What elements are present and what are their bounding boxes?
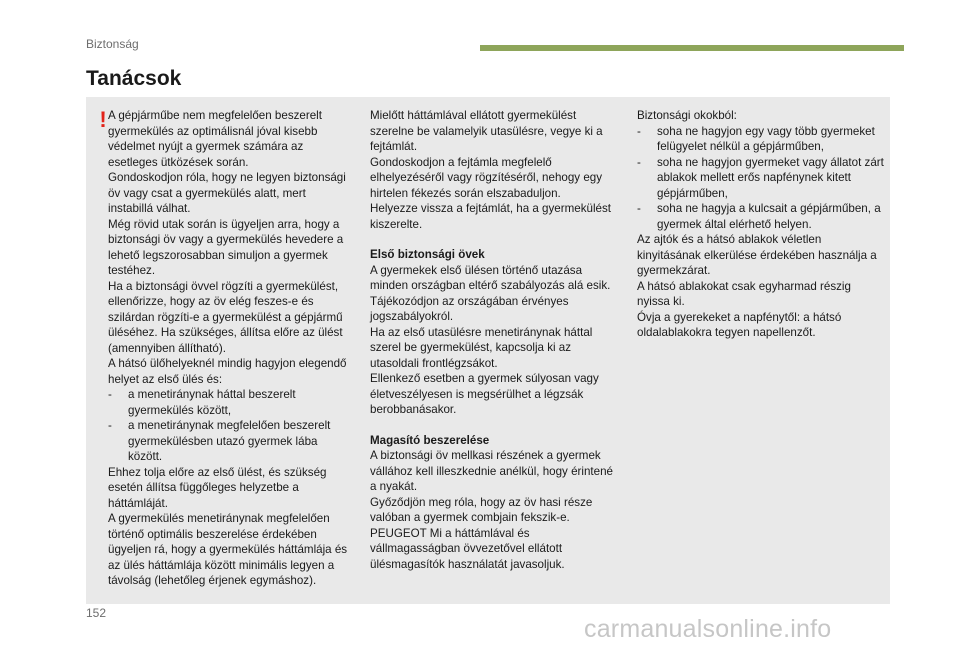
paragraph: Ellenkező esetben a gyermek súlyosan vagy életveszélyesen is megsérülhet a légzsák berobbanásakor. — [370, 372, 599, 416]
column-3 — [637, 108, 887, 341]
list-item — [637, 124, 887, 155]
page-number: 152 — [86, 606, 107, 620]
paragraph: PEUGEOT Mi a háttámlával és vállmagasságban övvezetővel ellátott ülésmagasítók használatát javasoljuk. — [370, 526, 565, 571]
list-item — [108, 418, 348, 465]
subheading-front-belts: Első biztonsági övek — [370, 248, 485, 261]
subheading-booster: Magasító beszerelése — [370, 433, 490, 447]
list-item — [637, 201, 887, 232]
paragraph: Győződjön meg róla, hogy az öv hasi része valóban a gyermek combjain fekszik-e. — [370, 495, 593, 524]
list-marker: - — [108, 388, 112, 401]
list-item-text: soha ne hagyjon gyermeket vagy állatot zárt ablakok mellett erős napfénynek kitett gépjárműben, — [657, 155, 884, 200]
paragraph: Az ajtók és a hátsó ablakok véletlen kinyitásának elkerülése érdekében használja a gyermekzárat. — [637, 233, 877, 277]
column-1 — [108, 108, 348, 589]
paragraph: Biztonsági okokból: — [637, 109, 737, 122]
watermark: carmanualsonline.info — [584, 615, 832, 643]
paragraph: Gondoskodjon róla, hogy ne legyen biztonsági öv vagy csat a gyermekülés alatt, mert instabillá válhat. — [108, 171, 346, 215]
paragraph: Még rövid utak során is ügyeljen arra, hogy a biztonsági öv vagy a gyermekülés hevedere a lehető legszorosabban simuljon a gyermek testéhez. — [108, 217, 344, 277]
list-item — [108, 387, 348, 418]
paragraph: Óvja a gyerekeket a napfénytől: a hátsó oldalablakokra tegyen napellenzőt. — [637, 310, 842, 339]
section-accent-bar — [480, 45, 904, 51]
paragraph: Helyezze vissza a fejtámlát, ha a gyermekülést kiszerelte. — [370, 202, 611, 231]
list-marker: - — [637, 155, 641, 169]
list-item-text: soha ne hagyjon egy vagy több gyermeket felügyelet nélkül a gépjárműben, — [657, 124, 875, 153]
warning-exclamation-icon: ! — [99, 107, 107, 132]
paragraph: A gyermekülés menetiránynak megfelelően történő optimális beszerelése érdekében ügyeljen rá, hogy a gyermekülés háttámlája és az ülés háttámlája között minimális legyen a távolság (lehetőleg érjenek egymáshoz). — [108, 512, 348, 587]
paragraph: Ehhez tolja előre az első ülést, és szükség esetén állítsa függőleges helyzetbe a háttámláját. — [108, 465, 327, 510]
paragraph: A hátsó ülőhelyeknél mindig hagyjon elegendő helyet az első ülés és: — [108, 357, 347, 386]
list-item-text: a menetiránynak megfelelően beszerelt gyermekülésben utazó gyermek lába között. — [128, 419, 331, 463]
list-marker: - — [637, 202, 641, 215]
page-title: Tanácsok — [86, 67, 182, 90]
list-marker: - — [637, 124, 641, 138]
paragraph: A gyermekek első ülésen történő utazása minden országban eltérő szabályozás alá esik. Tájékozódjon az országában érvényes jogszabályokról. — [370, 263, 611, 323]
section-label: Biztonság — [86, 37, 139, 51]
paragraph: A biztonsági öv mellkasi részének a gyermek vállához kell illeszkednie anélkül, hogy érintené a nyakát. — [370, 449, 613, 493]
list-marker: - — [108, 419, 112, 432]
paragraph: Gondoskodjon a fejtámla megfelelő elhelyezéséről vagy rögzítéséről, nehogy egy hirtelen fékezés során elszabaduljon. — [370, 155, 603, 200]
paragraph: A gépjárműbe nem megfelelően beszerelt gyermekülés az optimálisnál jóval kisebb védelmet nyújt a gyermek számára az esetleges ütközések során. — [108, 109, 322, 169]
paragraph: Ha az első utasülésre menetiránynak háttal szerel be gyermekülést, kapcsolja ki az utasoldali frontlégzsákot. — [370, 325, 593, 370]
paragraph: A hátsó ablakokat csak egyharmad részig nyissa ki. — [637, 279, 851, 308]
paragraph: Ha a biztonsági övvel rögzíti a gyermekülést, ellenőrizze, hogy az öv elég feszes-e és szilárdan rögzíti-e a gyermekülést a gépjármű üléséhez. Ha szükséges, állítsa előre az ülést (amennyiben állítható). — [108, 279, 343, 355]
list-item-text: soha ne hagyja a kulcsait a gépjárműben, a gyermek által elérhető helyen. — [657, 202, 881, 231]
list-item — [637, 155, 887, 202]
column-2 — [370, 108, 616, 572]
paragraph: Mielőtt háttámlával ellátott gyermekülést szerelne be valamelyik utasülésre, vegye ki a fejtámlát. — [370, 109, 603, 153]
list-item-text: a menetiránynak háttal beszerelt gyermekülés között, — [128, 388, 296, 417]
